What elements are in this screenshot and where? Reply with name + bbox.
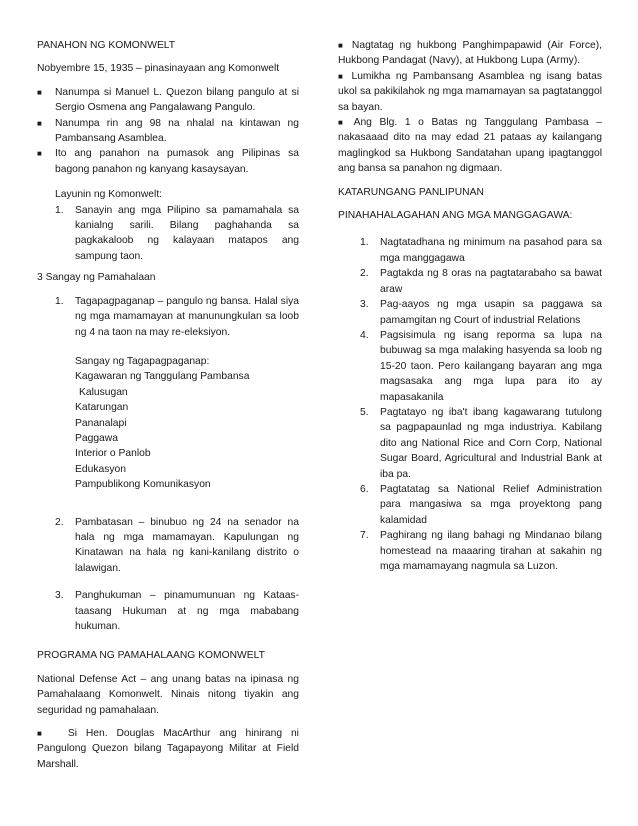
list-item [360, 235, 602, 266]
branches-list [37, 294, 299, 635]
square-bullet-icon: ■ [338, 71, 346, 81]
item-number: 4. [360, 329, 369, 341]
list-item: Edukasyon [75, 463, 126, 475]
list-item [338, 69, 602, 115]
justice-heading: KATARUNGANG PANLIPUNAN [338, 186, 484, 198]
item-number: 3. [360, 299, 369, 311]
list-item: Kagawaran ng Tanggulang Pambansa [75, 371, 250, 383]
item-number: 6. [360, 483, 369, 495]
list-item [338, 38, 602, 69]
item-text: Pagtatayo ng iba't ibang kagawarang tutulong sa pagpapaunlad ng mga industriya. Kabilang dito ang National Rice and Corn Corp, National Sugar Board, Agricultural and Industrial Bank at iba pa. [380, 406, 602, 480]
bullet-text: Nagtatag ng hukbong Panghimpapawid (Air Force), Hukbong Pandagat (Navy), at Hukbong Lupa (Army). [338, 40, 602, 67]
right-column [338, 38, 602, 574]
workers-heading: PINAHAHALAGAHAN ANG MGA MANGGAGAWA: [338, 210, 573, 222]
list-item [55, 294, 299, 493]
square-bullet-icon: ■ [37, 149, 42, 159]
list-item [360, 405, 602, 482]
list-item [360, 328, 602, 405]
item-number: 3. [55, 590, 64, 602]
item-number: 7. [360, 530, 369, 542]
list-item: Pananalapi [75, 417, 127, 429]
inauguration-bullets [37, 85, 299, 177]
list-item [360, 297, 602, 328]
item-number: 1. [55, 204, 64, 216]
list-item: Interior o Panlob [75, 448, 151, 460]
item-text: Pambatasan – binubuo ng 24 na senador na hala ng mga mamamayan. Kapulungan ng Kinatawan na hala ng kani-kanilang distrito o lalawigan. [75, 516, 299, 574]
square-bullet-icon: ■ [37, 118, 42, 128]
list-item [37, 116, 299, 147]
goal-block [37, 187, 299, 264]
program-bullet [37, 726, 299, 772]
square-bullet-icon: ■ [37, 87, 42, 97]
list-item [37, 146, 299, 177]
item-text: Pagsisimula ng isang reporma sa lupa na bubuwag sa mga malaking hasyenda sa loob ng 15-20 taon. Pero kailangang bayaran ang mga magsasaka ang mga lupa para ito ay mapasakanila [380, 329, 602, 403]
program-paragraph: National Defense Act – ang unang batas na ipinasa ng Pamahalaang Komonwelt. Ninais nitong tiyakin ang seguridad ng pamahalaan. [37, 673, 299, 716]
item-number: 2. [55, 516, 64, 528]
list-item [338, 115, 602, 177]
bullet-text: Lumikha ng Pambansang Asamblea ng isang batas ukol sa pakikilahok ng mga mamamayan sa pagtatanggol sa bayan. [338, 70, 602, 113]
workers-block [338, 235, 602, 574]
workers-list [338, 235, 602, 574]
list-item: Paggawa [75, 432, 118, 444]
item-text: Panghukuman – pinamumunuan ng Kataas-taasang Hukuman at ng mga mababang hukuman. [75, 590, 299, 632]
section-title-komonwelt: PANAHON NG KOMONWELT [37, 40, 176, 51]
list-item [55, 203, 299, 265]
goal-heading: Layunin ng Komonwelt: [55, 189, 163, 201]
list-item [360, 528, 602, 574]
square-bullet-icon: ■ [338, 118, 348, 128]
item-number: 1. [55, 295, 64, 307]
item-number: 2. [360, 268, 369, 280]
bullet-text: Nanumpa si Manuel L. Quezon bilang pangulo at si Sergio Osmena ang Pangalawang Pangulo. [55, 86, 299, 114]
list-item: Kalusugan [79, 386, 128, 398]
exec-heading: Sangay ng Tagapagpaganap: [75, 355, 210, 367]
item-text: Sanayin ang mga Pilipino sa pamamahala sa kanialng sarili. Bilang paghahanda sa pagkakaloob ng kalayaan matapos ang sampung taon. [75, 204, 299, 262]
bullet-text: Nanumpa rin ang 98 na nhalal na kintawan ng Pambansang Asamblea. [55, 117, 299, 145]
left-column [37, 38, 299, 772]
program-heading: PROGRAMA NG PAMAHALAANG KOMONWELT [37, 650, 265, 662]
goal-list [55, 203, 299, 265]
item-number: 5. [360, 406, 369, 418]
square-bullet-icon: ■ [37, 729, 48, 739]
branches-block [37, 294, 299, 635]
list-item: Pampublikong Komunikasyon [75, 479, 211, 491]
list-item [55, 588, 299, 634]
list-item [55, 515, 299, 577]
item-text: Pagtatatag sa National Relief Administration para mangasiwa sa mga proyektong pang kalamidad [380, 483, 602, 526]
item-text: Paghirang ng ilang bahagi ng Mindanao bilang homestead na maaaring tirahan at sakahin ng mga mamamayang nagmula sa Luzon. [380, 530, 602, 572]
item-text: Pagtakda ng 8 oras na pagtatarabaho sa bawat araw [380, 268, 602, 295]
item-text: Pag-aayos ng mga usapin sa paggawa sa pamamgitan ng Court of industrial Relations [380, 299, 602, 326]
list-item [37, 85, 299, 116]
executive-departments [75, 354, 299, 493]
intro-date-line: Nobyembre 15, 1935 – pinasinayaan ang Komonwelt [37, 63, 280, 75]
list-item [360, 482, 602, 528]
bullet-text: Ito ang panahon na pumasok ang Pilipinas sa bagong panahon ng kanyang kasaysayan. [55, 148, 299, 175]
branches-heading: 3 Sangay ng Pamahalaan [37, 272, 156, 284]
item-text: Tagapagpaganap – pangulo ng bansa. Halal siya ng mga mamamayan at manunungkulan sa loob ng 4 na taon na may re-eleksiyon. [75, 295, 299, 338]
list-item: Katarungan [75, 402, 129, 414]
item-number: 1. [360, 237, 369, 249]
square-bullet-icon: ■ [338, 41, 346, 50]
bullet-text: Ang Blg. 1 o Batas ng Tanggulang Pambasa – nakasaaad dito na may edad 21 pataas ay kailangang maglingkod sa Hukbong Sandatahan upang ipagtanggol ang bansa sa panahon ng digmaan. [338, 117, 602, 175]
list-item [360, 266, 602, 297]
item-text: Nagtatadhana ng minimum na pasahod para sa mga manggagawa [380, 237, 602, 264]
defense-bullets [338, 38, 602, 177]
bullet-text: Si Hen. Douglas MacArthur ang hinirang ni Pangulong Quezon bilang Tagapayong Militar at Field Marshall. [37, 728, 299, 770]
